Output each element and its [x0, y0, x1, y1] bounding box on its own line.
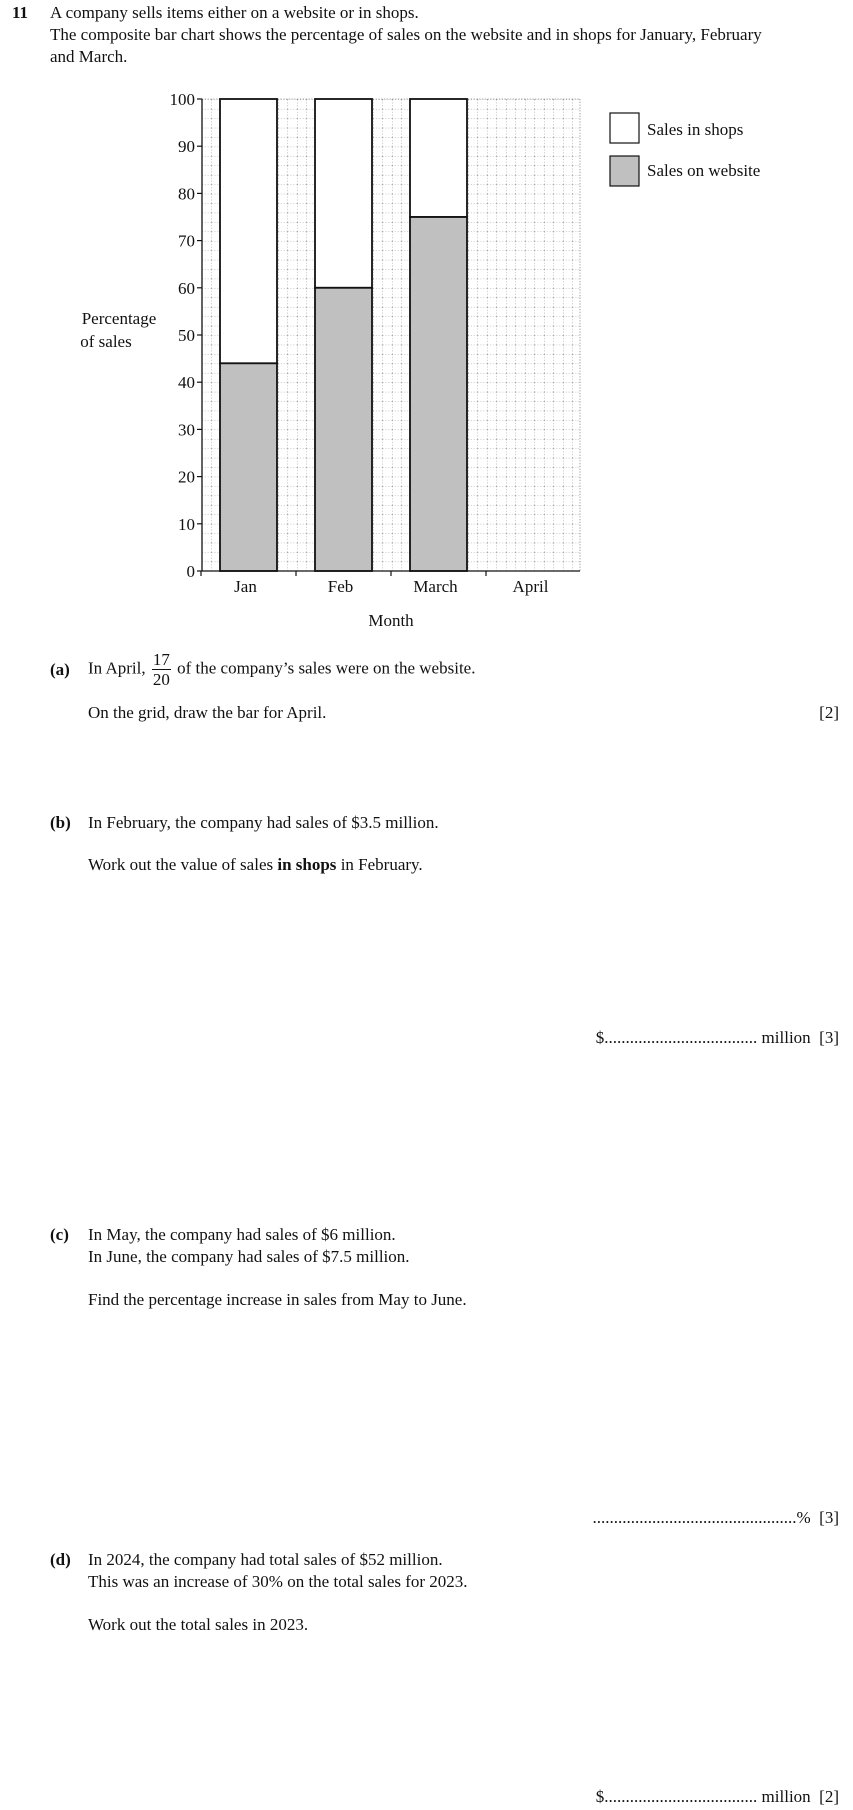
part-b-line-2-after: in February.	[340, 855, 423, 874]
y-axis-label-line-1: Percentage	[81, 309, 157, 328]
part-c-answer-suffix: %	[796, 1508, 811, 1527]
fraction-numerator: 17	[152, 650, 170, 669]
part-b-marks: [3]	[819, 1028, 839, 1047]
bar-website-march	[410, 217, 467, 571]
legend-label-website: Sales on website	[647, 161, 761, 180]
y-axis-label-line-2: of sales	[80, 332, 132, 351]
part-b-answer-suffix: million	[761, 1028, 811, 1047]
part-d-marks: [2]	[819, 1787, 839, 1806]
part-d-line-3: Work out the total sales in 2023.	[88, 1615, 309, 1634]
y-tick-label-0: 0	[186, 562, 195, 581]
legend-swatch-shops	[610, 113, 639, 143]
bar-website-feb	[315, 288, 372, 571]
part-c-label: (c)	[50, 1225, 69, 1244]
part-c-marks: [3]	[819, 1508, 839, 1527]
part-b-answer-line	[596, 1028, 839, 1048]
y-tick-label-10: 10	[178, 514, 195, 534]
part-b-answer-prefix: $	[595, 1028, 605, 1047]
part-a-text-after: of the company’s sales were on the website.	[177, 658, 476, 678]
part-a-statement	[88, 651, 475, 688]
part-d-line-2: This was an increase of 30% on the total sales for 2023.	[88, 1572, 468, 1591]
part-c-line-1: In May, the company had sales of $6 million.	[88, 1225, 396, 1244]
part-d-answer-suffix: million	[761, 1787, 811, 1806]
intro-line-1: A company sells items either on a website or in shops.	[50, 3, 419, 22]
part-d-line-1: In 2024, the company had total sales of $52 million.	[88, 1550, 443, 1569]
part-c-answer-line	[593, 1508, 840, 1528]
part-a-instruction: On the grid, draw the bar for April.	[88, 703, 327, 722]
x-tick-label-feb: Feb	[327, 577, 354, 596]
x-tick-label-jan: Jan	[234, 577, 257, 596]
part-d-answer-blank[interactable]: ....................................	[604, 1787, 758, 1806]
y-tick-label-40: 40	[178, 373, 195, 393]
y-tick-label-80: 80	[178, 184, 195, 204]
bar-shops-jan	[220, 99, 277, 363]
y-tick-label-90: 90	[178, 137, 195, 157]
y-tick-label-50: 50	[178, 326, 195, 345]
part-d-label: (d)	[50, 1550, 71, 1569]
question-number: 11	[12, 3, 29, 22]
legend-label-shops: Sales in shops	[647, 120, 744, 139]
part-a-marks: [2]	[819, 703, 839, 722]
bar-shops-march	[410, 99, 467, 217]
part-d-answer-line	[596, 1787, 839, 1807]
x-tick-label-april: April	[512, 577, 549, 596]
bar-website-jan	[220, 363, 277, 571]
x-tick-label-march: March	[413, 577, 458, 596]
part-c-line-3: Find the percentage increase in sales from May to June.	[88, 1290, 467, 1309]
composite-bar-chart	[0, 0, 853, 650]
x-axis-label: Month	[368, 611, 414, 630]
y-tick-label-70: 70	[178, 231, 195, 251]
y-tick-label-20: 20	[178, 467, 195, 487]
part-b-line-2-bold: in shops	[277, 855, 337, 874]
part-c-line-2: In June, the company had sales of $7.5 million.	[88, 1247, 410, 1266]
intro-line-2: The composite bar chart shows the percentage of sales on the website and in shops for January, February	[50, 25, 762, 44]
part-a-text-before: In April,	[88, 658, 146, 678]
part-b-line-1: In February, the company had sales of $3.5 million.	[88, 813, 439, 832]
y-tick-label-30: 30	[178, 420, 195, 440]
part-a-label: (a)	[50, 660, 70, 679]
part-b-answer-blank[interactable]: ....................................	[604, 1028, 758, 1047]
part-b-label: (b)	[50, 813, 71, 832]
fraction-denominator: 20	[152, 670, 170, 689]
y-tick-label-60: 60	[178, 278, 195, 298]
intro-line-3: and March.	[50, 47, 128, 66]
part-b-line-2	[88, 855, 423, 875]
fraction-17-20	[152, 651, 171, 688]
part-d-answer-prefix: $	[595, 1787, 605, 1806]
part-b-line-2-before: Work out the value of sales	[88, 855, 274, 874]
part-c-answer-blank[interactable]: ................................................	[592, 1508, 797, 1527]
y-tick-label-100: 100	[169, 90, 195, 109]
bar-shops-feb	[315, 99, 372, 288]
legend-swatch-website	[610, 156, 639, 186]
